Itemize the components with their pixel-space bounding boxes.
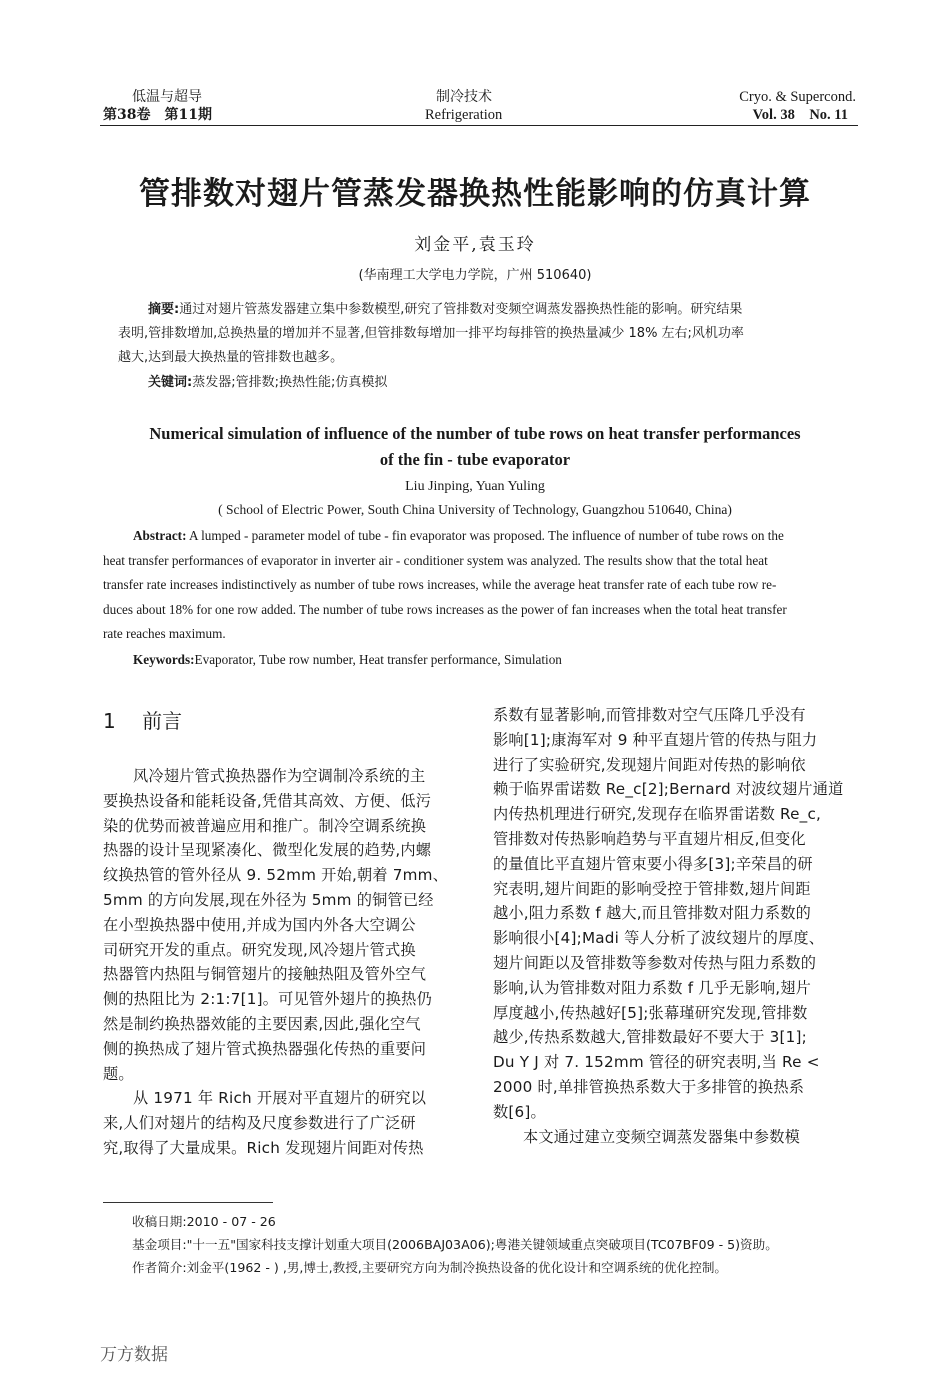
- authors-cn: 刘金平,袁玉玲: [414, 235, 536, 255]
- keywords-cn-text: 蒸发器;管排数;换热性能;仿真模拟: [192, 375, 388, 390]
- para-line: 在小型换热器中使用,并成为国内外各大空调公: [103, 915, 416, 934]
- para-line: 越小,阻力系数 f 越大,而且管排数对阻力系数的: [493, 904, 812, 923]
- para-line: 翅片间距以及管排数等参数对传热与阻力系数的: [493, 953, 817, 972]
- para-line: 影响[1];康海军对 9 种平直翅片管的传热与阻力: [493, 730, 818, 749]
- abstract-cn-label: 摘要:: [148, 302, 180, 317]
- abstract-cn-line3: 越大,达到最大换热量的管排数也越多。: [118, 350, 344, 365]
- footnote-fund: 基金项目:"十一五"国家科技支撑计划重大项目(2006BAJ03A06);粤港关键领域重点突破项目(TC07BF09 - 5)资助。: [132, 1237, 778, 1252]
- para-line: 侧的热阻比为 2:1:7[1]。可见管外翅片的换热仍: [103, 990, 432, 1009]
- affiliation-en: ( School of Electric Power, South China University of Technology, Guangzhou 510640, China): [218, 502, 732, 517]
- header-journal-cn: 低温与超导: [132, 89, 202, 105]
- para-line: 进行了实验研究,发现翅片间距对传热的影响依: [493, 755, 806, 774]
- para-line: 越少,传热系数越大,管排数最好不要大于 3[1];: [493, 1028, 807, 1047]
- abstract-en-line3: transfer rate increases indistinctively as number of tube rows increases, while the average heat transfer rate of each tube row re-: [103, 577, 777, 593]
- para-line: 究,取得了大量成果。Rich 发现翅片间距对传热: [103, 1138, 424, 1157]
- keywords-en-text: Evaporator, Tube row number, Heat transfer performance, Simulation: [194, 651, 562, 667]
- para-line: 究表明,翅片间距的影响受控于管排数,翅片间距: [493, 879, 811, 898]
- keywords-en-label: Keywords:: [133, 651, 195, 667]
- keywords-en: [103, 648, 853, 673]
- abstract-cn-line2: 表明,管排数增加,总换热量的增加并不显著,但管排数每增加一排平均每排管的换热量减少 18% 左右;风机功率: [118, 326, 744, 341]
- paper-title-en-line1: Numerical simulation of influence of the number of tube rows on heat transfer performances: [149, 424, 801, 443]
- keywords-cn-label: 关键词:: [148, 375, 193, 390]
- para-line: 影响很小[4];Madi 等人分析了波纹翅片的厚度、: [493, 929, 825, 948]
- para-line: 内传热机理进行研究,发现存在临界雷诺数 Re_c,: [493, 805, 822, 824]
- header-section-cn: 制冷技术: [436, 89, 492, 105]
- para-line: 的量值比平直翅片管束要小得多[3];辛荣昌的研: [493, 854, 813, 873]
- para-line: 来,人们对翅片的结构及尺度参数进行了广泛研: [103, 1114, 416, 1133]
- para-line: 题。: [103, 1064, 134, 1083]
- body-left-column: [103, 764, 461, 1161]
- para-line: 影响,认为管排数对阻力系数 f 几乎无影响,翅片: [493, 978, 812, 997]
- keywords-cn: [118, 371, 848, 395]
- para-line: 侧的换热成了翅片管式换热器强化传热的重要问: [103, 1039, 427, 1058]
- header-volume-cn: 第38卷 第11期: [103, 107, 212, 123]
- footnote-author: 作者简介:刘金平(1962 - ) ,男,博士,教授,主要研究方向为制冷换热设备的优化设计和空调系统的优化控制。: [132, 1260, 728, 1275]
- footnotes: [132, 1210, 857, 1279]
- abstract-cn-line1: [118, 298, 848, 322]
- para-line: 风冷翅片管式换热器作为空调制冷系统的主: [133, 767, 426, 785]
- para-line: 司研究开发的重点。研究发现,风冷翅片管式换: [103, 940, 416, 959]
- abstract-en-label: Abstract:: [133, 528, 187, 543]
- footnote-rule: [103, 1202, 273, 1203]
- section-number: 1: [103, 709, 116, 733]
- para-line: 染的优势而被普遍应用和推广。制冷空调系统换: [103, 816, 427, 835]
- abstract-en-line4: duces about 18% for one row added. The number of tube rows increases as the power of fan increases when the total heat transfer: [103, 601, 787, 617]
- header-section-en: Refrigeration: [425, 107, 503, 123]
- abstract-en-line1: [103, 524, 853, 549]
- abstract-en-line5: rate reaches maximum.: [103, 626, 226, 642]
- para-line: 热器的设计呈现紧凑化、微型化发展的趋势,内螺: [103, 841, 432, 860]
- para-line: 然是制约换热器效能的主要因素,因此,强化空气: [103, 1014, 421, 1033]
- para-line: 热器管内热阻与铜管翅片的接触热阻及管外空气: [103, 965, 427, 984]
- abstract-cn: [118, 298, 848, 395]
- para-line: 本文通过建立变频空调蒸发器集中参数模: [523, 1127, 800, 1146]
- para-line: 厚度越小,传热越好[5];张幕瑾研究发现,管排数: [493, 1003, 808, 1022]
- section-title: 前言: [142, 709, 183, 733]
- authors-en: Liu Jinping, Yuan Yuling: [405, 479, 545, 494]
- para-line: 2000 时,单排管换热系数大于多排管的换热系: [493, 1077, 805, 1096]
- abstract-en-text1: A lumped - parameter model of tube - fin evaporator was proposed. The influence of number of tube rows on the: [186, 528, 784, 543]
- paper-title-en-line2: of the fin - tube evaporator: [379, 450, 571, 469]
- para-line: 5mm 的方向发展,现在外径为 5mm 的铜管已经: [103, 890, 434, 909]
- para-line: 要换热设备和能耗设备,凭借其高效、方便、低污: [103, 791, 432, 810]
- header-rule: [100, 125, 858, 126]
- para-line: 管排数对传热影响趋势与平直翅片相反,但变化: [493, 829, 806, 848]
- para-line: 纹换热管的管外径从 9. 52mm 开始,朝着 7mm、: [103, 866, 449, 885]
- header-journal-en: Cryo. & Supercond.: [739, 89, 856, 105]
- section-heading: [103, 705, 182, 734]
- para-line: 从 1971 年 Rich 开展对平直翅片的研究以: [133, 1089, 427, 1108]
- paper-title-cn: 管排数对翅片管蒸发器换热性能影响的仿真计算: [139, 176, 811, 212]
- watermark: 万方数据: [100, 1345, 168, 1365]
- footnote-received: 收稿日期:2010 - 07 - 26: [132, 1214, 276, 1229]
- para-line: 数[6]。: [493, 1102, 546, 1121]
- body-right-column: [493, 703, 851, 1149]
- para-line: 赖于临界雷诺数 Re_c[2];Bernard 对波纹翅片通道: [493, 780, 844, 799]
- abstract-en: [103, 524, 853, 673]
- abstract-en-line2: heat transfer performances of evaporator in inverter air - conditioner system was analyzed. The results show that the total heat: [103, 552, 768, 568]
- para-line: 系数有显著影响,而管排数对空气压降几乎没有: [493, 706, 806, 724]
- para-line: Du Y J 对 7. 152mm 管径的研究表明,当 Re <: [493, 1053, 820, 1072]
- affiliation-cn: (华南理工大学电力学院，广州 510640): [358, 268, 592, 283]
- abstract-cn-text1: 通过对翅片管蒸发器建立集中参数模型,研究了管排数对变频空调蒸发器换热性能的影响。研究结果: [179, 302, 743, 317]
- header-volume-en: Vol. 38 No. 11: [752, 107, 848, 123]
